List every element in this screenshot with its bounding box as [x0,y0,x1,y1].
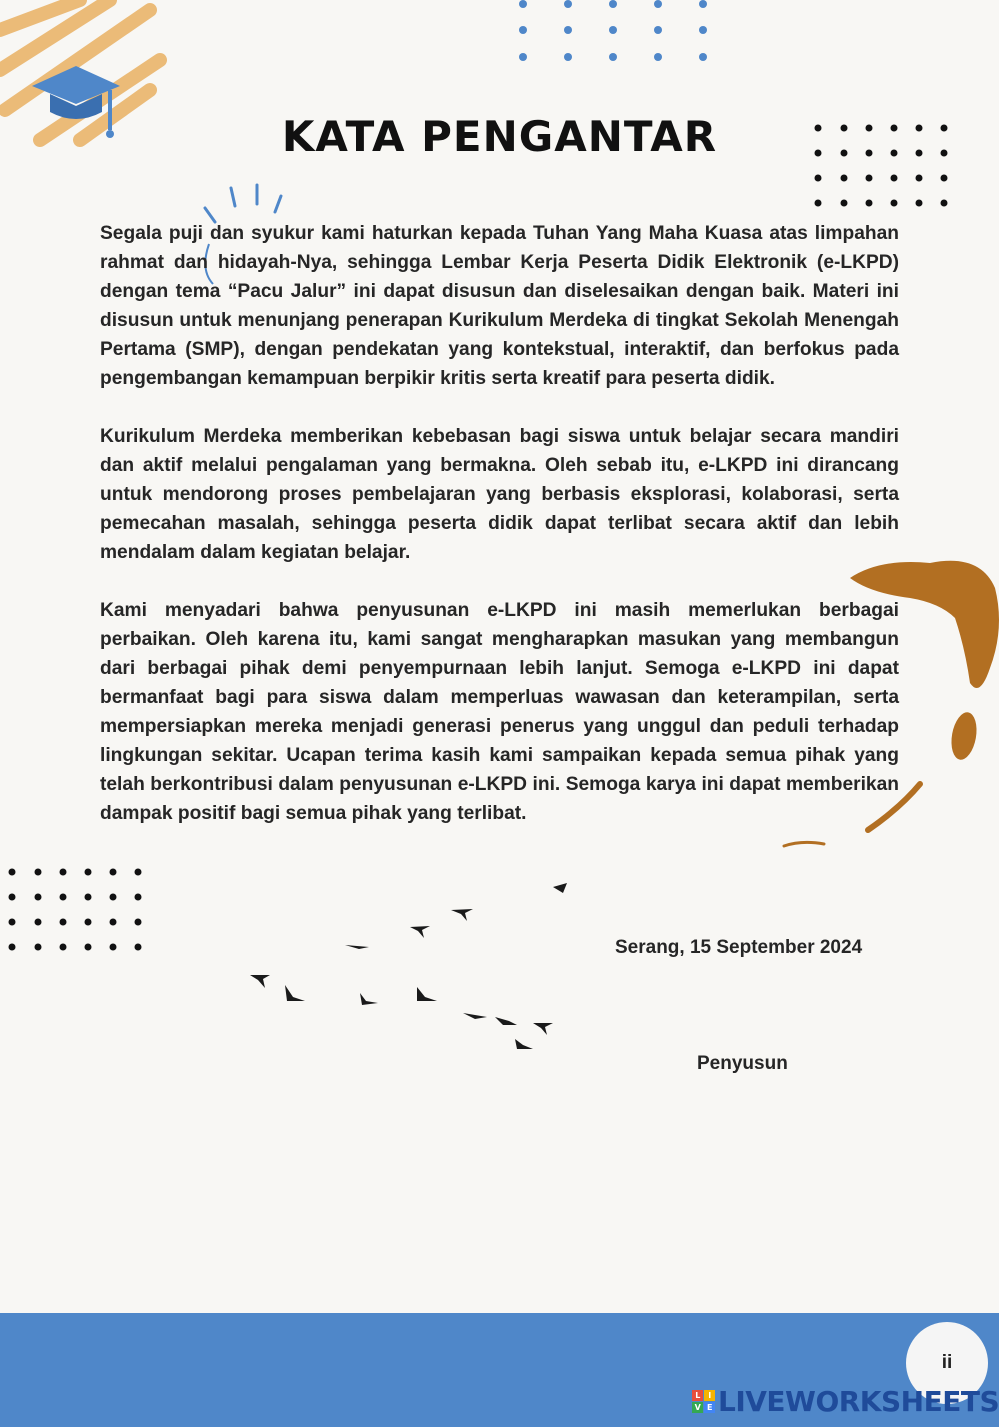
author-label: Penyusun [697,1053,788,1074]
logo-letter-i: I [704,1390,715,1401]
logo-letter-l: L [692,1390,703,1401]
paragraph-3: Kami menyadari bahwa penyusunan e-LKPD ini masih memerlukan berbagai perbaikan. Oleh karena itu, kami sangat mengharapkan masukan yang membangun dari berbagai pihak demi penyempurnaan lebih lanjut. Semoga e-LKPD ini dapat bermanfaat bagi para siswa dalam memperluas wawasan dan keterampilan, serta mempersiapkan mereka menjadi generasi penerus yang unggul dan peduli terhadap lingkungan sekitar. Ucapan terima kasih kami sampaikan kepada semua pihak yang telah berkontribusi dalam penyusunan e-LKPD ini. Semoga karya ini dapat memberikan dampak positif bagi semua pihak yang terlibat. [100,600,899,824]
logo-letter-e: E [704,1402,715,1413]
blue-dots-decoration [515,0,715,65]
paragraph-2: Kurikulum Merdeka memberikan kebebasan bagi siswa untuk belajar secara mandiri dan aktif melalui pengalaman yang bermakna. Oleh sebab itu, e-LKPD ini dirancang untuk mendorong proses pembelajaran yang berbasis eksplorasi, kolaborasi, serta pemecahan masalah, sehingga peserta didik dapat terlibat secara aktif dan lebih mendalam dalam kegiatan belajar. [100,426,899,563]
brand-text: LIVEWORKSHEETS [718,1384,999,1418]
liveworksheets-brand[interactable] [692,1386,999,1416]
page-title: KATA PENGANTAR [281,112,718,161]
place-date: Serang, 15 September 2024 [615,937,863,958]
liveworksheets-logo-icon [692,1390,715,1413]
logo-letter-v: V [692,1402,703,1413]
preface-body [100,219,899,857]
paragraph-1: Segala puji dan syukur kami haturkan kepada Tuhan Yang Maha Kuasa atas limpahan rahmat dan hidayah-Nya, sehingga Lembar Kerja Peserta Didik Elektronik (e-LKPD) dengan tema “Pacu Jalur” ini dapat disusun dan diselesaikan dengan baik. Materi ini disusun untuk menunjang penerapan Kurikulum Merdeka di tingkat Sekolah Menengah Pertama (SMP), dengan pendekatan yang kontekstual, interaktif, dan berfokus pada pengembangan kemampuan berpikir kritis serta kreatif para peserta didik. [100,223,899,389]
page-number: ii [906,1322,988,1404]
birds-icon [245,875,585,1055]
black-dots-decoration-left [6,866,146,956]
